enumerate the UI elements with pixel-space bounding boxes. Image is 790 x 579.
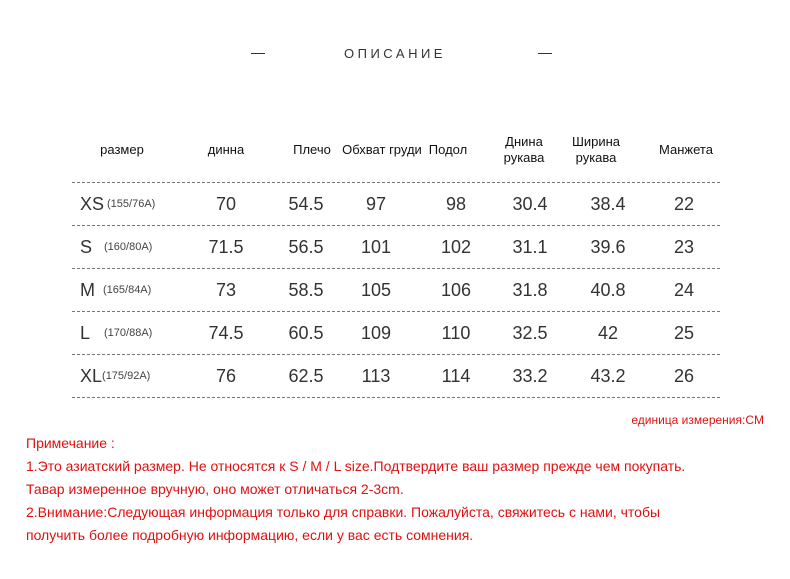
table-header [72, 118, 720, 183]
table-cell: 70 [215, 193, 237, 214]
notes-block [26, 432, 786, 547]
table-cell: 76 [215, 365, 237, 386]
table-cell: 31.1 [512, 236, 548, 257]
table-cell: 58.5 [288, 279, 324, 300]
header-cuff: Манжета [659, 142, 713, 157]
table-cell: 22 [673, 193, 695, 214]
table-row [72, 183, 720, 226]
table-cell: 73 [215, 279, 237, 300]
table-cell: 31.8 [512, 279, 548, 300]
size-label: XS [80, 193, 105, 214]
table-cell: 60.5 [288, 322, 324, 343]
notes-heading: Примечание : [26, 435, 115, 451]
table-cell: 71.5 [208, 236, 244, 257]
table-cell: 109 [360, 322, 392, 343]
table-cell: 74.5 [208, 322, 244, 343]
title-dash-right [538, 53, 552, 54]
table-cell: 33.2 [512, 365, 548, 386]
table-cell: 110 [441, 322, 471, 343]
header-chest: Обхват груди [342, 142, 422, 157]
table-cell: 23 [673, 236, 695, 257]
header-shoulder: Плечо [293, 142, 331, 157]
table-cell: 54.5 [288, 193, 324, 214]
title-bar [0, 44, 790, 64]
size-cell [80, 312, 190, 354]
notes-line-3: 2.Внимание:Следующая информация только для справки. Пожалуйста, свяжитесь с нами, чтобы [26, 504, 661, 520]
notes-line-2: Тавар измеренное вручную, оно может отличаться 2-3cm. [26, 481, 404, 497]
size-cell [80, 269, 190, 311]
table-cell: 24 [673, 279, 695, 300]
size-cell [80, 226, 190, 268]
size-spec: (170/88A) [104, 327, 153, 339]
table-cell: 40.8 [590, 279, 626, 300]
table-row [72, 269, 720, 312]
table-cell: 32.5 [512, 322, 548, 343]
size-spec: (155/76A) [107, 198, 156, 210]
table-cell: 39.6 [590, 236, 626, 257]
header-sleeve-width: Ширина рукава [571, 134, 621, 165]
notes-line-1: 1.Это азиатский размер. Не относятся к S / M / L size.Подтвердите ваш размер прежде чем покупать. [26, 458, 686, 474]
table-row [72, 226, 720, 269]
table-cell: 38.4 [590, 193, 626, 214]
table-cell: 42 [597, 322, 619, 343]
table-cell: 56.5 [288, 236, 324, 257]
table-cell: 97 [365, 193, 387, 214]
header-sleeve-length: Днина рукава [503, 134, 545, 165]
size-spec: (175/92A) [102, 370, 151, 382]
header-hem: Подол [428, 142, 468, 157]
table-row [72, 355, 720, 398]
size-spec: (160/80A) [104, 241, 153, 253]
size-label: M [80, 279, 95, 300]
notes-line-4: получить более подробную информацию, если у вас есть сомнения. [26, 527, 474, 543]
table-cell: 43.2 [590, 365, 626, 386]
table-cell: 101 [360, 236, 392, 257]
table-cell: 105 [360, 279, 392, 300]
size-label: S [80, 236, 93, 257]
size-cell [80, 183, 190, 225]
size-spec: (165/84A) [103, 284, 152, 296]
page-title: ОПИСАНИЕ [344, 46, 446, 61]
table-cell: 26 [673, 365, 695, 386]
table-cell: 106 [440, 279, 472, 300]
unit-note: единица измерения:CM [631, 413, 764, 427]
table-cell: 62.5 [288, 365, 324, 386]
table-cell: 25 [673, 322, 695, 343]
size-table [72, 118, 720, 398]
size-label: L [80, 322, 91, 343]
size-label: XL [80, 365, 103, 386]
table-cell: 102 [440, 236, 472, 257]
table-cell: 30.4 [512, 193, 548, 214]
header-length: динна [207, 142, 245, 157]
table-cell: 98 [445, 193, 467, 214]
header-size: размер [100, 142, 144, 157]
table-cell: 113 [361, 365, 391, 386]
table-cell: 114 [441, 365, 471, 386]
size-cell [80, 355, 190, 397]
table-row [72, 312, 720, 355]
